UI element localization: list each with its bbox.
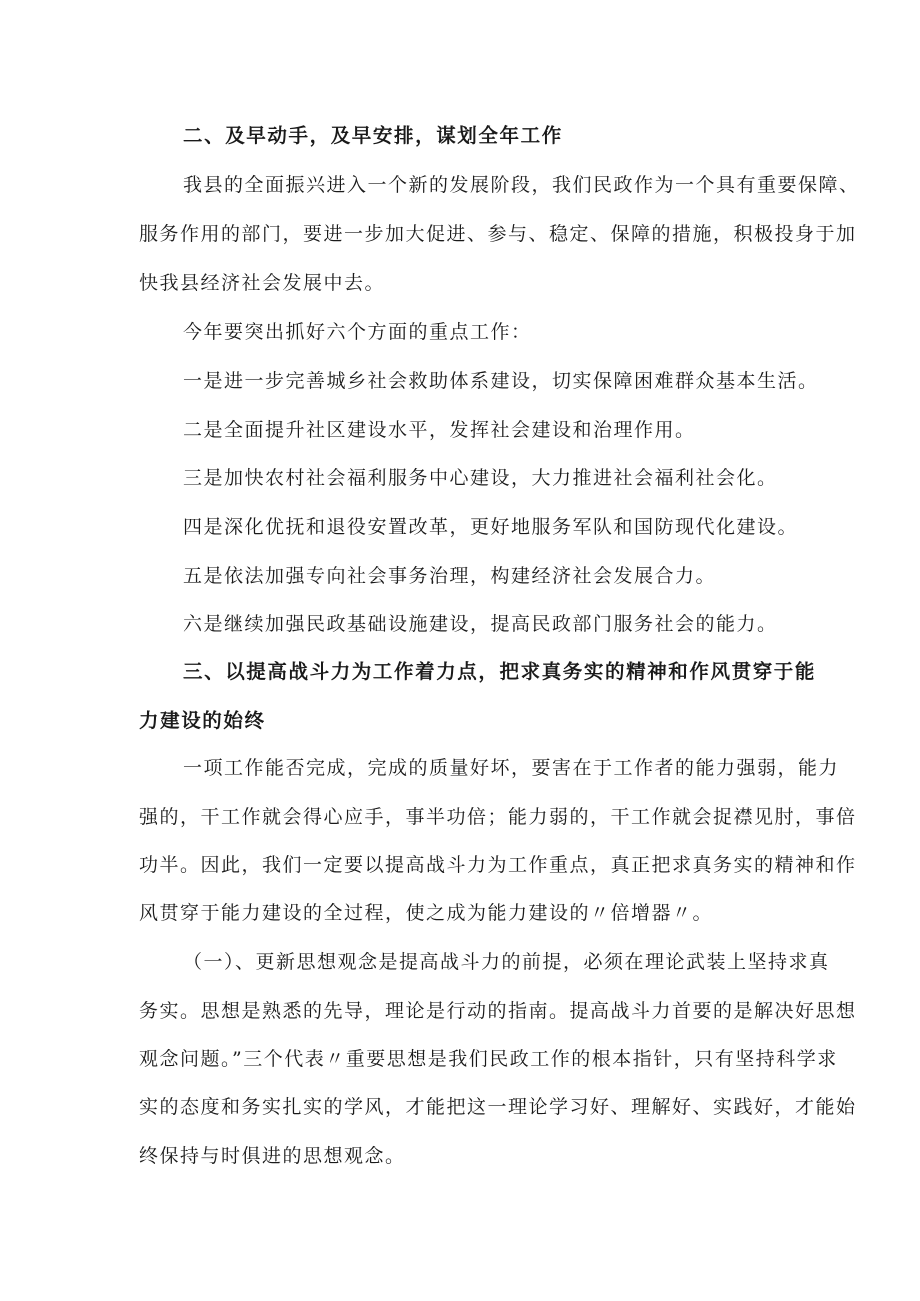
paragraph-line: 一项工作能否完成，完成的质量好坏，要害在于工作者的能力强弱，能力 [183, 757, 840, 779]
task-item: 六是继续加强民政基础设施建设，提高民政部门服务社会的能力。 [183, 613, 778, 635]
section-2-heading: 二、及早动手，及早安排，谋划全年工作 [183, 124, 563, 147]
task-item: 四是深化优抚和退役安置改革，更好地服务军队和国防现代化建设。 [183, 516, 799, 538]
paragraph-line: 强的，干工作就会得心应手，事半功倍；能力弱的，干工作就会捉襟见肘，事倍 [139, 806, 857, 828]
paragraph-line: 功半。因此，我们一定要以提高战斗力为工作重点，真正把求真务实的精神和作 [139, 854, 857, 876]
paragraph-line: 风贯穿于能力建设的全过程，使之成为能力建设的〃倍增器〃。 [139, 902, 714, 924]
task-item: 三是加快农村社会福利服务中心建设，大力推进社会福利社会化。 [183, 467, 778, 489]
paragraph-line: 我县的全面振兴进入一个新的发展阶段，我们民政作为一个具有重要保障、 [183, 174, 860, 196]
paragraph-line: 观念问题。”三个代表〃重要思想是我们民政工作的根本指针，只有坚持科学求 [139, 1048, 838, 1070]
paragraph-line: 快我县经济社会发展中去。 [139, 272, 386, 294]
paragraph-line: 务实。思想是熟悉的先导，理论是行动的指南。提高战斗力首要的是解决好思想 [139, 1000, 857, 1022]
heading-line: 三、以提高战斗力为工作着力点，把求真务实的精神和作风贯穿于能 [183, 660, 817, 683]
paragraph-line: 实的态度和务实扎实的学风，才能把这一理论学习好、理解好、实践好，才能始 [139, 1096, 857, 1118]
heading-line: 力建设的始终 [139, 709, 266, 732]
section-2-paragraph-2: 今年要突出抓好六个方面的重点工作： [183, 321, 532, 343]
paragraph-line: （一）、更新思想观念是提高战斗力的前提，必须在理论武装上坚持求真 [183, 951, 830, 973]
task-item: 一是进一步完善城乡社会救助体系建设，切实保障困难群众基本生活。 [183, 370, 819, 392]
paragraph-line: 终保持与时俱进的思想观念。 [139, 1145, 406, 1167]
paragraph-line: 服务作用的部门，要进一步加大促进、参与、稳定、保障的措施，积极投身于加 [139, 223, 857, 245]
task-item: 五是依法加强专向社会事务治理，构建经济社会发展合力。 [183, 565, 717, 587]
task-item: 二是全面提升社区建设水平，发挥社会建设和治理作用。 [183, 419, 696, 441]
